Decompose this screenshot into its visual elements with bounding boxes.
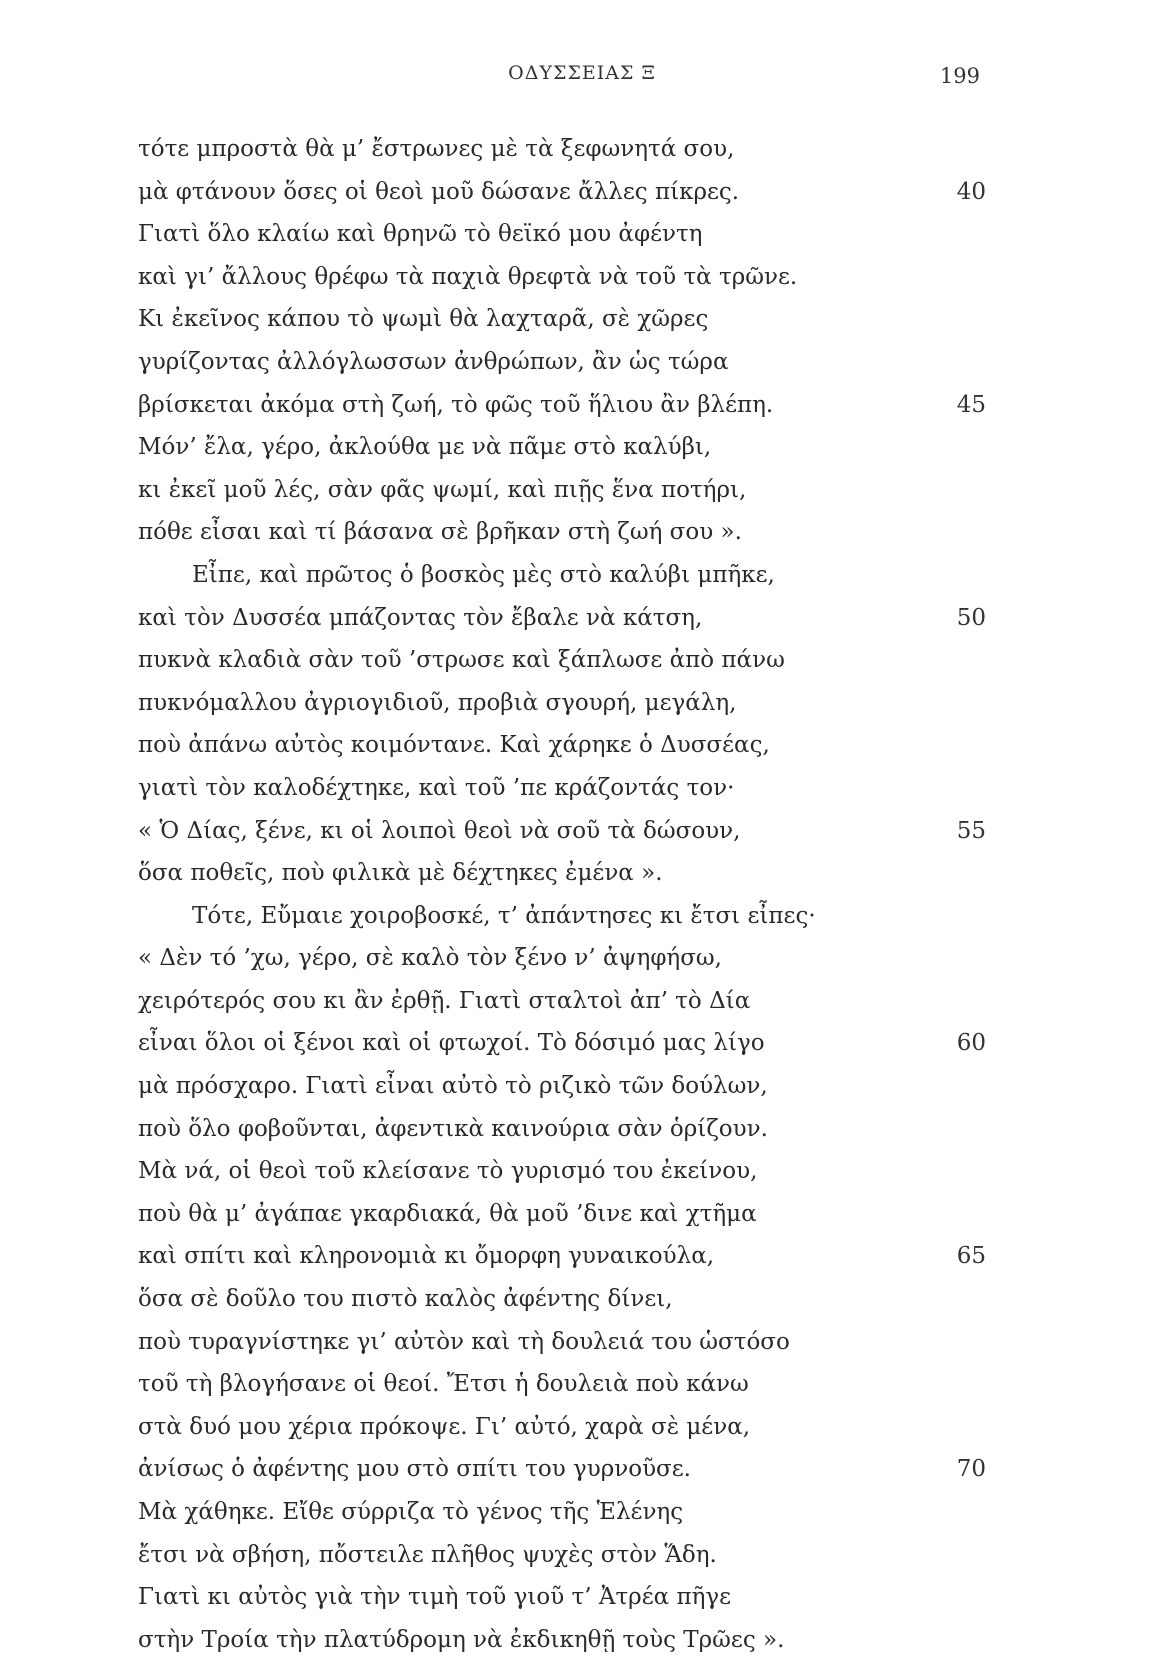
verse-line [138, 213, 986, 256]
verse-line [138, 937, 986, 980]
verse-text: γιατὶ τὸν καλοδέχτηκε, καὶ τοῦ ’πε κράζοντάς τον· [138, 774, 735, 801]
verse-text: πυκνὰ κλαδιὰ σὰν τοῦ ’στρωσε καὶ ξάπλωσε ἀπὸ πάνω [138, 647, 785, 674]
verse-line [138, 682, 986, 725]
verse-line [138, 1534, 986, 1577]
verse-text: Μὰ χάθηκε. Εἴθε σύρριζα τὸ γένος τῆς Ἑλένης [138, 1499, 684, 1525]
verse-line [138, 1363, 986, 1406]
verse-text: ποὺ ὅλο φοβοῦνται, ἀφεντικὰ καινούρια σὰν ὁρίζουν. [138, 1115, 768, 1142]
line-number: 50 [956, 604, 986, 631]
verse-line [138, 511, 986, 554]
verse-text: Μὰ νά, οἱ θεοὶ τοῦ κλείσανε τὸ γυρισμό του ἐκείνου, [138, 1158, 758, 1185]
verse-text: πυκνόμαλλου ἀγριογιδιοῦ, προβιὰ σγουρή, μεγάλη, [138, 689, 737, 716]
verse-line [138, 1448, 986, 1491]
verse-line [138, 171, 986, 214]
verse-line [138, 1150, 986, 1193]
line-number: 45 [956, 391, 986, 418]
verse-line [138, 1278, 986, 1321]
verse-text: ὅσα σὲ δοῦλο του πιστὸ καλὸς ἀφέντης δίνει, [138, 1286, 673, 1313]
verse-text: ποὺ ἀπάνω αὐτὸς κοιμόντανε. Καὶ χάρηκε ὁ Δυσσέας, [138, 732, 770, 759]
verse-text: τοῦ τὴ βλογήσανε οἱ θεοί. Ἔτσι ἡ δουλειὰ ποὺ κάνω [138, 1371, 749, 1398]
verse-line [138, 298, 986, 341]
verse-text: ἔτσι νὰ σβήση, πὄστειλε πλῆθος ψυχὲς στὸν Ἅδη. [138, 1541, 717, 1568]
verse-line [138, 767, 986, 810]
line-number: 55 [956, 817, 986, 844]
verse-line [138, 426, 986, 469]
verse-text: βρίσκεται ἀκόμα στὴ ζωή, τὸ φῶς τοῦ ἥλιου ἂν βλέπη. [138, 391, 774, 418]
verse-text: χειρότερός σου κι ἂν ἐρθῇ. Γιατὶ σταλτοὶ ἀπ’ τὸ Δία [138, 987, 751, 1014]
verse-text: τότε μπροστὰ θὰ μ’ ἔστρωνες μὲ τὰ ξεφωνητά σου, [138, 136, 735, 162]
verse-line [138, 1491, 986, 1534]
verse-line [138, 256, 986, 299]
verse-line [138, 597, 986, 640]
verse-text: Κι ἐκεῖνος κάπου τὸ ψωμὶ θὰ λαχταρᾶ, σὲ χῶρες [138, 306, 709, 333]
poem-text-block [138, 128, 986, 1661]
verse-text: ποὺ θὰ μ’ ἀγάπαε γκαρδιακά, θὰ μοῦ ’δινε καὶ χτῆμα [138, 1200, 757, 1227]
line-number: 70 [956, 1456, 986, 1483]
verse-line [138, 895, 986, 938]
verse-text: μὰ φτάνουν ὅσες οἱ θεοὶ μοῦ δώσανε ἄλλες πίκρες. [138, 178, 740, 205]
verse-line [138, 1576, 986, 1619]
verse-text: καὶ σπίτι καὶ κληρονομιὰ κι ὄμορφη γυναικούλα, [138, 1243, 715, 1270]
verse-text: στὴν Τροία τὴν πλατύδρομη νὰ ἐκδικηθῇ τοὺς Τρῶες ». [138, 1626, 785, 1653]
verse-line [138, 384, 986, 427]
verse-line [138, 980, 986, 1023]
verse-text: μὰ πρόσχαρο. Γιατὶ εἶναι αὐτὸ τὸ ριζικὸ τῶν δούλων, [138, 1073, 768, 1100]
verse-line [138, 1065, 986, 1108]
verse-line [138, 128, 986, 171]
line-number: 40 [956, 178, 986, 205]
running-header-title: ΟΔΥΣΣΕΙΑΣ Ξ [508, 62, 656, 84]
verse-line [138, 639, 986, 682]
verse-line [138, 852, 986, 895]
verse-line [138, 1619, 986, 1661]
verse-text: « Δὲν τό ’χω, γέρο, σὲ καλὸ τὸν ξένο ν’ ἀψηφήσω, [138, 945, 722, 972]
verse-text: εἶναι ὅλοι οἱ ξένοι καὶ οἱ φτωχοί. Τὸ δόσιμό μας λίγο [138, 1030, 765, 1057]
verse-line [138, 469, 986, 512]
verse-text: Μόν’ ἔλα, γέρο, ἀκλούθα με νὰ πᾶμε στὸ καλύβι, [138, 434, 712, 461]
verse-text: ποὺ τυραγνίστηκε γι’ αὐτὸν καὶ τὴ δουλειά του ὡστόσο [138, 1328, 790, 1355]
verse-line [138, 724, 986, 767]
verse-line [138, 1321, 986, 1364]
verse-text: Τότε, Εὔμαιε χοιροβοσκέ, τ’ ἀπάντησες κι ἔτσι εἶπες· [192, 902, 816, 929]
verse-text: Εἶπε, καὶ πρῶτος ὁ βοσκὸς μὲς στὸ καλύβι μπῆκε, [192, 561, 775, 588]
verse-text: πόθε εἶσαι καὶ τί βάσανα σὲ βρῆκαν στὴ ζωή σου ». [138, 519, 742, 546]
verse-line [138, 810, 986, 853]
verse-line [138, 1193, 986, 1236]
line-number: 65 [956, 1243, 986, 1270]
verse-line [138, 1235, 986, 1278]
verse-line [138, 1022, 986, 1065]
verse-line [138, 1108, 986, 1151]
verse-line [138, 554, 986, 597]
verse-text: γυρίζοντας ἀλλόγλωσσων ἀνθρώπων, ἂν ὡς τώρα [138, 348, 729, 375]
verse-text: καὶ τὸν Δυσσέα μπάζοντας τὸν ἔβαλε νὰ κάτση, [138, 604, 703, 631]
verse-text: Γιατὶ κι αὐτὸς γιὰ τὴν τιμὴ τοῦ γιοῦ τ’ Ἀτρέα πῆγε [138, 1584, 732, 1611]
verse-text: ἀνίσως ὁ ἀφέντης μου στὸ σπίτι του γυρνοῦσε. [138, 1456, 691, 1483]
verse-line [138, 1406, 986, 1449]
verse-text: στὰ δυό μου χέρια πρόκοψε. Γι’ αὐτό, χαρὰ σὲ μένα, [138, 1413, 751, 1440]
verse-text: « Ὁ Δίας, ξένε, κι οἱ λοιποὶ θεοὶ νὰ σοῦ τὰ δώσουν, [138, 817, 741, 844]
page-number: 199 [939, 64, 980, 88]
verse-text: κι ἐκεῖ μοῦ λές, σὰν φᾶς ψωμί, καὶ πιῇς ἕνα ποτήρι, [138, 476, 747, 503]
verse-text: ὅσα ποθεῖς, ποὺ φιλικὰ μὲ δέχτηκες ἐμένα ». [138, 860, 663, 887]
line-number: 60 [956, 1030, 986, 1057]
verse-text: καὶ γι’ ἄλλους θρέφω τὰ παχιὰ θρεφτὰ νὰ τοῦ τὰ τρῶνε. [138, 263, 798, 290]
verse-line [138, 341, 986, 384]
verse-text: Γιατὶ ὅλο κλαίω καὶ θρηνῶ τὸ θεϊκό μου ἀφέντη [138, 221, 703, 248]
